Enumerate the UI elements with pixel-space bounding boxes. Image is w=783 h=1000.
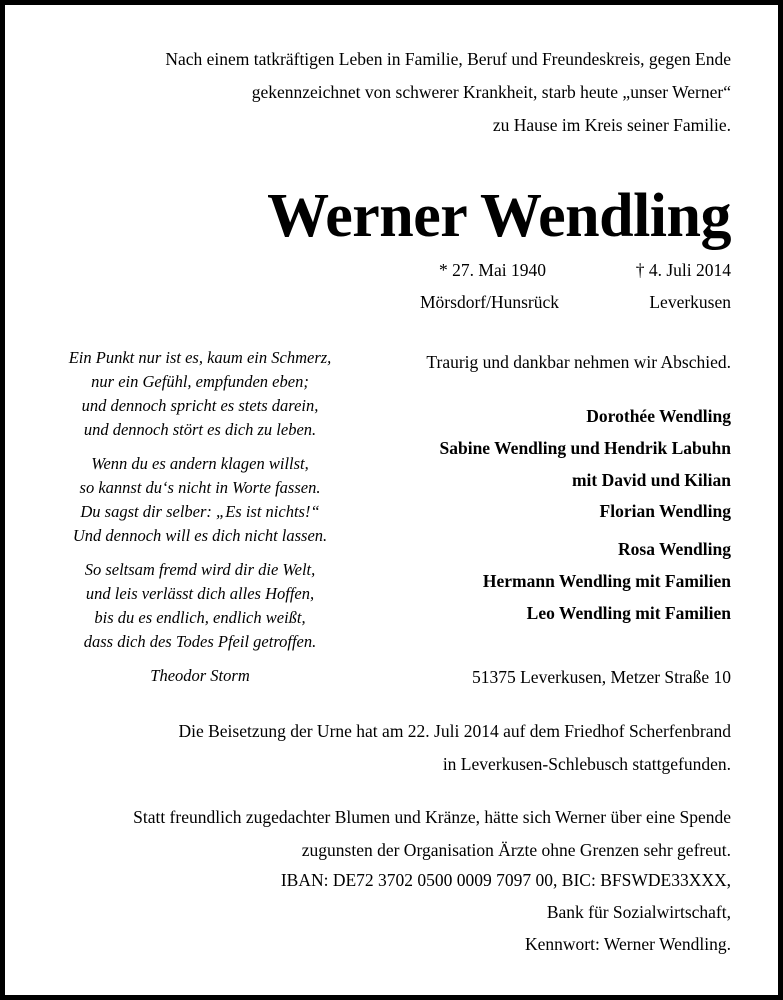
poem-line: so kannst du‘s nicht in Worte fassen.: [79, 478, 321, 497]
burial-line-2: in Leverkusen-Schlebusch stattgefunden.: [442, 754, 731, 774]
poem-line: bis du es endlich, endlich weißt,: [94, 608, 306, 627]
death-place: Leverkusen: [649, 292, 731, 312]
death-date: † 4. Juli 2014: [635, 260, 731, 280]
mourner-name: Florian Wendling: [599, 501, 731, 521]
poem-line: und dennoch spricht es stets darein,: [81, 396, 319, 415]
poem-line: So seltsam fremd wird dir die Welt,: [84, 560, 316, 579]
burial-line-1: Die Beisetzung der Urne hat am 22. Juli 2014 auf dem Friedhof Scherfenbrand: [178, 721, 731, 741]
poem-line: und leis verlässt dich alles Hoffen,: [85, 584, 315, 603]
intro-line-3: zu Hause im Kreis seiner Familie.: [492, 115, 731, 135]
donation-iban: IBAN: DE72 3702 0500 0009 7097 00, BIC: BFSWDE33XXX,: [280, 870, 731, 890]
poem-stanza-3: [50, 558, 350, 654]
deceased-name: Werner Wendling: [267, 182, 731, 250]
poem-author: Theodor Storm: [150, 666, 250, 685]
poem-line: Du sagst dir selber: „Es ist nichts!“: [80, 502, 320, 521]
farewell-text: Traurig und dankbar nehmen wir Abschied.: [426, 352, 731, 372]
poem-line: und dennoch stört es dich zu leben.: [83, 420, 317, 439]
birth-date: * 27. Mai 1940: [439, 260, 546, 280]
poem-line: Und dennoch will es dich nicht lassen.: [72, 526, 328, 545]
poem-stanza-1: [50, 346, 350, 442]
poem-line: Ein Punkt nur ist es, kaum ein Schmerz,: [68, 348, 332, 367]
poem-stanza-2: [50, 452, 350, 548]
mourner-name: Leo Wendling mit Familien: [526, 603, 731, 623]
mourner-name: Sabine Wendling und Hendrik Labuhn: [439, 438, 731, 458]
poem-line: dass dich des Todes Pfeil getroffen.: [83, 632, 317, 651]
poem-line: Wenn du es andern klagen willst,: [91, 454, 309, 473]
family-address: 51375 Leverkusen, Metzer Straße 10: [471, 667, 731, 687]
mourner-name: mit David und Kilian: [571, 470, 731, 490]
mourner-name: Dorothée Wendling: [586, 406, 731, 426]
intro-line-1: Nach einem tatkräftigen Leben in Familie, Beruf und Freundeskreis, gegen Ende: [165, 49, 731, 69]
donation-line-2: zugunsten der Organisation Ärzte ohne Grenzen sehr gefreut.: [301, 840, 731, 860]
donation-line-1: Statt freundlich zugedachter Blumen und Kränze, hätte sich Werner über eine Spende: [133, 807, 731, 827]
birth-place: Mörsdorf/Hunsrück: [420, 292, 560, 312]
poem: [50, 346, 350, 664]
mourner-name: Rosa Wendling: [618, 539, 731, 559]
poem-line: nur ein Gefühl, empfunden eben;: [91, 372, 309, 391]
intro-line-2: gekennzeichnet von schwerer Krankheit, starb heute „unser Werner“: [251, 82, 731, 102]
donation-keyword: Kennwort: Werner Wendling.: [524, 934, 731, 954]
donation-bank: Bank für Sozialwirtschaft,: [546, 902, 731, 922]
mourner-name: Hermann Wendling mit Familien: [482, 571, 731, 591]
